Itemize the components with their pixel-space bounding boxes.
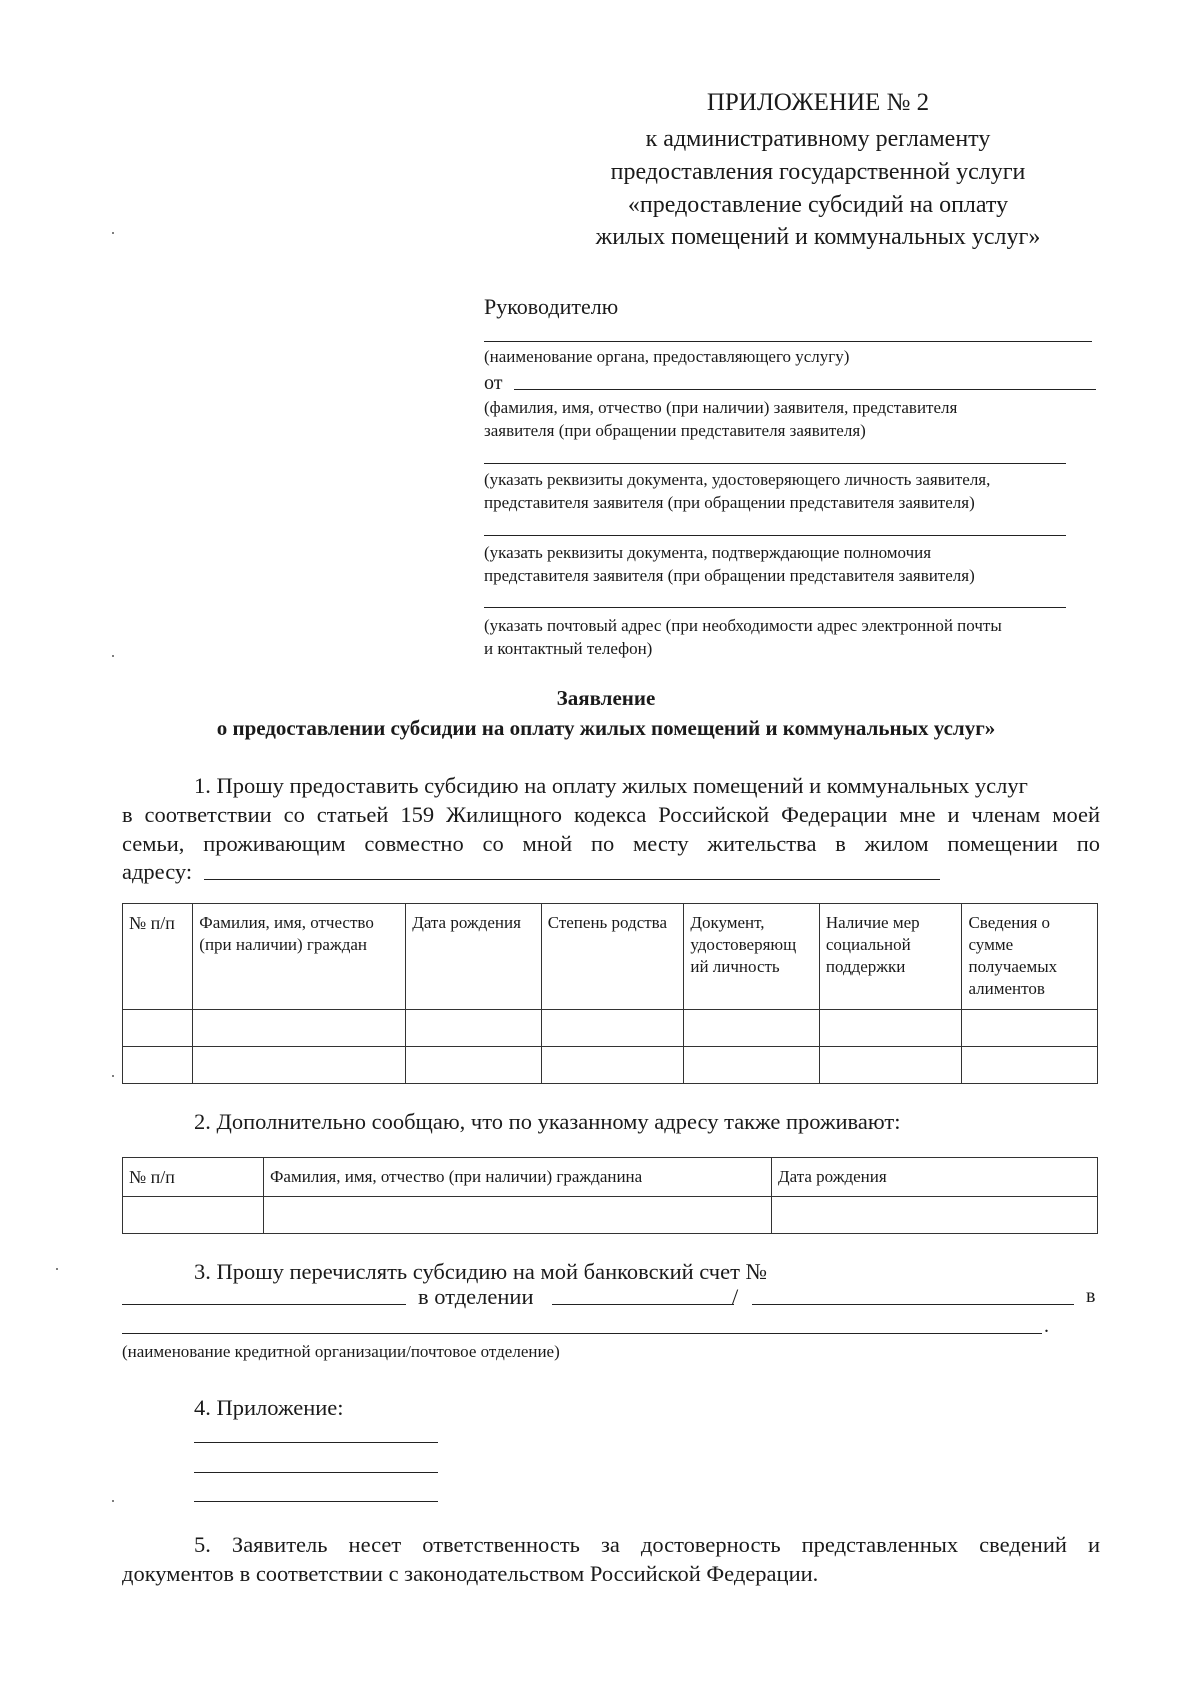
section-4-title: 4. Приложение: [194,1395,344,1420]
appendix-subtitle-line-1: к административному регламенту [645,126,991,152]
table-cell[interactable] [406,1047,542,1084]
scan-speck [112,1075,114,1077]
addressee-to-label: Руководителю [484,294,619,319]
header-identity-document: Документ, удостоверяющ ий личность [684,904,820,1010]
authority-document-note-line-1: (указать реквизиты документа, подтверждающие полномочия [484,543,932,562]
address-field[interactable] [204,879,940,880]
other-residents-table [122,1157,1098,1234]
scan-speck [112,655,114,657]
header-social-support: Наличие мер социальной поддержки [819,904,962,1010]
section-2-text: 2. Дополнительно сообщаю, что по указанному адресу также проживают: [194,1109,901,1134]
table-cell[interactable] [962,1047,1098,1084]
table-header-row [123,904,1098,1010]
id-document-note-line-2: представителя заявителя (при обращении представителя заявителя) [484,493,975,512]
appendix-subtitle-line-3: «предоставление субсидий на оплату [627,192,1009,218]
appendix-title: ПРИЛОЖЕНИЕ № 2 [706,89,930,116]
header-number: № п/п [123,904,193,1010]
organ-name-field[interactable] [484,341,1092,342]
applicant-note-line-2: заявителя (при обращении представителя заявителя) [484,421,866,440]
statement-title: Заявление [556,686,656,710]
scan-speck [56,1268,58,1270]
in-label: в [1086,1285,1096,1307]
header-resident-name: Фамилия, имя, отчество (при наличии) гражданина [264,1158,772,1197]
table-cell[interactable] [123,1197,264,1234]
branch-number-field[interactable] [552,1304,734,1305]
authority-document-field[interactable] [484,535,1066,536]
header-birth-date: Дата рождения [406,904,542,1010]
section-1-line-4: адресу: [122,859,193,884]
from-label: от [484,372,503,394]
table-cell[interactable] [684,1010,820,1047]
table-cell[interactable] [406,1010,542,1047]
table-cell[interactable] [193,1010,406,1047]
branch-label: в отделении [418,1284,534,1309]
credit-organization-period: . [1044,1315,1049,1337]
branch-name-field[interactable] [752,1304,1074,1305]
table-cell[interactable] [541,1047,684,1084]
table-cell[interactable] [772,1197,1098,1234]
family-members-table [122,903,1098,1084]
postal-address-note-line-2: и контактный телефон) [484,639,653,658]
scan-speck [112,1500,114,1502]
header-full-name: Фамилия, имя, отчество (при наличии) граждан [193,904,406,1010]
statement-subtitle: о предоставлении субсидии на оплату жилых помещений и коммунальных услуг» [216,716,996,740]
id-document-field[interactable] [484,463,1066,464]
table-row [123,1010,1098,1047]
table-cell[interactable] [541,1010,684,1047]
appendix-subtitle-line-2: предоставления государственной услуги [610,159,1026,185]
table-cell[interactable] [819,1047,962,1084]
credit-organization-note: (наименование кредитной организации/почтовое отделение) [122,1342,560,1361]
table-row [123,1047,1098,1084]
section-1-line-3: семьи, проживающим совместно со мной по месту жительства в жилом помещении по [122,831,1100,856]
bank-account-field[interactable] [122,1304,406,1305]
postal-address-field[interactable] [484,607,1066,608]
table-header-row [123,1158,1098,1197]
attachment-line-3[interactable] [194,1501,438,1502]
header-alimony: Сведения о сумме получаемых алиментов [962,904,1098,1010]
header-number: № п/п [123,1158,264,1197]
table-row [123,1197,1098,1234]
table-cell[interactable] [264,1197,772,1234]
slash-separator: / [732,1284,739,1309]
table-cell[interactable] [962,1010,1098,1047]
section-5-line-2: документов в соответствии с законодательством Российской Федерации. [122,1561,819,1586]
table-cell[interactable] [684,1047,820,1084]
section-3-line-1: 3. Прошу перечислять субсидию на мой банковский счет № [194,1259,768,1284]
appendix-subtitle-line-4: жилых помещений и коммунальных услуг» [595,224,1041,250]
authority-document-note-line-2: представителя заявителя (при обращении представителя заявителя) [484,566,975,585]
scan-speck [112,232,114,234]
table-cell[interactable] [819,1010,962,1047]
organ-name-note: (наименование органа, предоставляющего услугу) [484,347,850,366]
applicant-note-line-1: (фамилия, имя, отчество (при наличии) заявителя, представителя [484,398,958,417]
header-resident-birth-date: Дата рождения [772,1158,1098,1197]
section-1-line-1: 1. Прошу предоставить субсидию на оплату жилых помещений и коммунальных услуг [194,773,1028,798]
header-relationship: Степень родства [541,904,684,1010]
table-cell[interactable] [193,1047,406,1084]
id-document-note-line-1: (указать реквизиты документа, удостоверяющего личность заявителя, [484,470,991,489]
applicant-name-field[interactable] [514,389,1096,390]
table-cell[interactable] [123,1010,193,1047]
section-1-line-2: в соответствии со статьей 159 Жилищного кодекса Российской Федерации мне и членам моей [122,802,1100,827]
table-cell[interactable] [123,1047,193,1084]
section-5-line-1: 5. Заявитель несет ответственность за достоверность представленных сведений и [194,1532,1100,1557]
credit-organization-field[interactable] [122,1333,1042,1334]
attachment-line-2[interactable] [194,1472,438,1473]
postal-address-note-line-1: (указать почтовый адрес (при необходимости адрес электронной почты [484,616,1002,635]
attachment-line-1[interactable] [194,1442,438,1443]
